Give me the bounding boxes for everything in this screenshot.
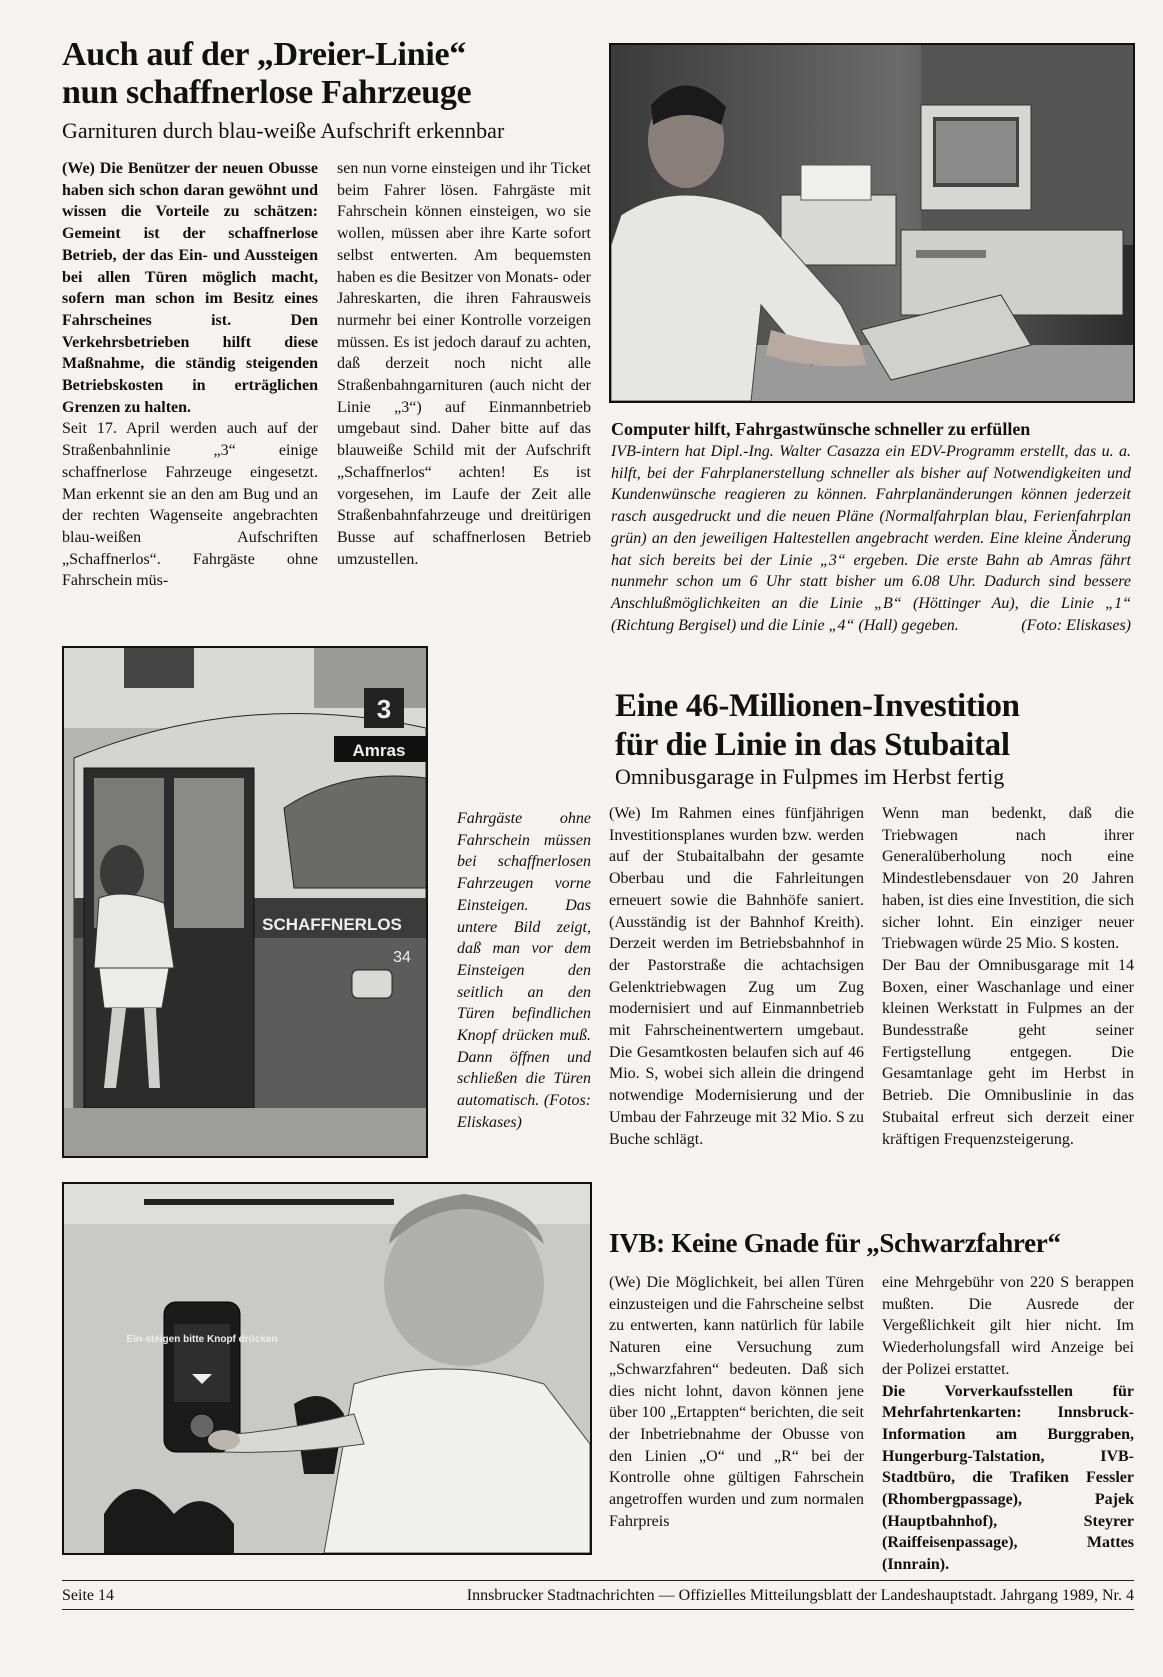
article4-column-1: (We) Die Möglichkeit, bei allen Türen einzusteigen und die Fahrscheine selbst zu entwerten, kann natürlich für labile Naturen eine Versuchung zum „Schwarzfahren“ bedeuten. Daß sich dies nicht lohnt, davon können jene über 100 „Ertappten“ berichten, die seit der Inbetriebnahme der Obusse von den Linien „O“ und „R“ bei der Kontrolle ohne gültigen Fahrschein angetroffen wurden und zum normalen Fahrpreis — [609, 1274, 864, 1530]
article4-sales-points: Die Vorverkaufsstellen für Mehrfahrtenkarten: Innsbruck-Information am Burggraben, Hungerburg-Talstation, IVB-Stadtbüro, die Trafiken Fessler (Rhombergpassage), Pajek (Hauptbahnhof), Steyrer (Raiffeisenpassage), Mattes (Innrain). — [882, 1382, 1134, 1574]
article3-subtitle: Omnibusgarage in Fulpmes im Herbst fertig — [615, 764, 1005, 789]
footer-publication: Innsbrucker Stadtnachrichten — Offizielles Mitteilungsblatt der Landeshauptstadt. Jahrgang 1989, Nr. 4 — [466, 1587, 1134, 1604]
article3-column-1: (We) Im Rahmen eines fünfjährigen Investitionsplanes wurden bzw. werden auf der Stubaitalbahn der gesamte Oberbau und die Fahrleitungen erneuert sowie die Bahnhöfe saniert. (Ausständig ist der Bahnhof Kreith). Derzeit werden im Betriebsbahnhof in der Pastorstraße die achtachsigen Gelenktriebwagen Zug um Zug modernisiert und auf Einmannbetrieb mit Fahrscheinentwertern umgebaut. Die Gesamtkosten belaufen sich auf 46 Mio. S, wobei sich allein die dringend notwendige Modernisierung und der Umbau der Fahrzeuge mit 32 Mio. S zu Buche schlägt. — [609, 805, 864, 1148]
article1-lead: (We) Die Benützer der neuen Obusse haben sich schon daran gewöhnt und wissen die Vorteile zu schätzen: Gemeint ist der schaffnerlose Betrieb, der das Ein- und Aussteigen bei allen Türen möglich macht, sofern man schon im Besitz eines Fahrscheines ist. Den Verkehrsbetrieben hilft diese Maßnahme, die ständig steigenden Betriebskosten in erträglichen Grenzen zu halten. — [62, 160, 318, 416]
article1-body-1: Seit 17. April werden auch auf der Straßenbahnlinie „3“ einige schaffnerlose Fahrzeuge eingesetzt. Man erkennt sie an den am Bug und an der rechten Wagenseite angebrachten blau-weißen Aufschriften „Schaffnerlos“. Fahrgäste ohne Fahrschein müs- — [62, 420, 318, 590]
article1-subtitle: Garnituren durch blau-weiße Aufschrift erkennbar — [62, 118, 505, 143]
article2-body: IVB-intern hat Dipl.-Ing. Walter Casazza ein EDV-Programm erstellt, das u. a. hilft, bei der Fahrplanerstellung schneller als bisher auf Notwendigkeiten und Kundenwünsche reagieren zu können. Fahrplanänderungen können jederzeit rasch ausgedruckt und die neuen Pläne (Normalfahrplan blau, Ferienfahrplan grün) an den jeweiligen Haltestellen angebracht werden. Eine kleine Änderung hat sich bereits bei der Linie „3“ ergeben. Die erste Bahn ab Amras fährt nunmehr schon um 6 Uhr statt bisher um 6.08 Uhr. Dadurch sind bessere Anschlußmöglichkeiten an die Linie „B“ (Höttinger Au), die Linie „1“ (Richtung Bergisel) und die Linie „4“ (Hall) gegeben. (Foto: Eliskases) — [611, 441, 1131, 636]
footer-rule-bottom — [62, 1609, 1134, 1610]
tram-schaffnerlos-sign: SCHAFFNERLOS — [262, 915, 402, 934]
tram-route-number: 3 — [376, 694, 392, 724]
article3-column-2: Wenn man bedenkt, daß die Triebwagen nach ihrer Generalüberholung noch eine Mindestlebensdauer von 20 Jahren haben, ist dies eine Investition, die sich sicher lohnt. Ein einziger neuer Triebwagen würde 25 Mio. S kosten. Der Bau der Omnibusgarage mit 14 Boxen, einer Waschanlage und einer kleinen Werkstatt in Fulpmes an der Bundesstraße geht seiner Fertigstellung entgegen. Die Gesamtanlage geht im Herbst in Betrieb. Die Omnibuslinie in das Stubaital erfreut sich derzeit einer kräftigen Frequenzsteigerung. — [882, 805, 1134, 1148]
door-button-photo — [62, 1182, 592, 1555]
computer-photo — [609, 43, 1135, 403]
door-button-label: Ein-steigen bitte Knopf drücken — [126, 1334, 278, 1345]
footer-page-number: Seite 14 — [62, 1587, 114, 1604]
footer-rule-top — [62, 1580, 1134, 1581]
article3-title: Eine 46-Millionen-Investition für die Linie in das Stubaital — [615, 688, 1020, 763]
article1-column-1 — [62, 158, 318, 592]
tram-photo-caption: Fahrgäste ohne Fahrschein müssen bei schaffnerlosen Fahrzeugen vorne Einsteigen. Das untere Bild zeigt, daß man vor dem Einsteigen den seitlich an den Türen befindlichen Knopf drücken muß. Dann öffnen und schließen die Türen automatisch. (Fotos: Eliskases) — [457, 810, 591, 1131]
tram-fleet-number: 34 — [393, 949, 411, 966]
article4-title: IVB: Keine Gnade für „Schwarzfahrer“ — [609, 1228, 1061, 1258]
article2-photo-credit: (Foto: Eliskases) — [1021, 616, 1131, 634]
tram-destination: Amras — [352, 741, 406, 760]
article2-title: Computer hilft, Fahrgastwünsche schneller zu erfüllen — [611, 419, 1031, 439]
article1-column-2 — [337, 158, 591, 570]
tram-photo — [62, 646, 428, 1158]
article1-title: Auch auf der „Dreier-Linie“ nun schaffnerlose Fahrzeuge — [62, 36, 472, 111]
article4-column-2: eine Mehrgebühr von 220 S berappen mußten. Die Ausrede der Vergeßlichkeit gilt hier nicht. Im Wiederholungsfall wird Anzeige bei der Polizei erstattet. Die Vorverkaufsstellen für Mehrfahrtenkarten: Innsbruck-Information am Burggraben, Hungerburg-Talstation, IVB-Stadtbüro, die Trafiken Fessler (Rhombergpassage), Pajek (Hauptbahnhof), Steyrer (Raiffeisenpassage), Mattes (Innrain). — [882, 1272, 1134, 1576]
article1-body-2: sen nun vorne einsteigen und ihr Ticket beim Fahrer lösen. Fahrgäste mit Fahrschein können einsteigen, wo sie wollen, müssen aber ihre Karte sofort selbst entwerten. Am bequemsten haben es die Besitzer von Monats- oder Jahreskarten, die ihren Fahrausweis nurmehr bei einer Kontrolle vorzeigen müssen. Es ist jedoch darauf zu achten, daß derzeit noch nicht alle Straßenbahngarnituren (auch nicht der Linie „3“) auf Einmannbetrieb umgebaut sind. Daher bitte auf das blauweiße Schild mit der Aufschrift „Schaffnerlos“ achten! Es ist vorgesehen, im Laufe der Zeit alle Straßenbahnfahrzeuge und dreitürigen Busse auf schaffnerlosen Betrieb umzustellen. — [337, 160, 591, 568]
